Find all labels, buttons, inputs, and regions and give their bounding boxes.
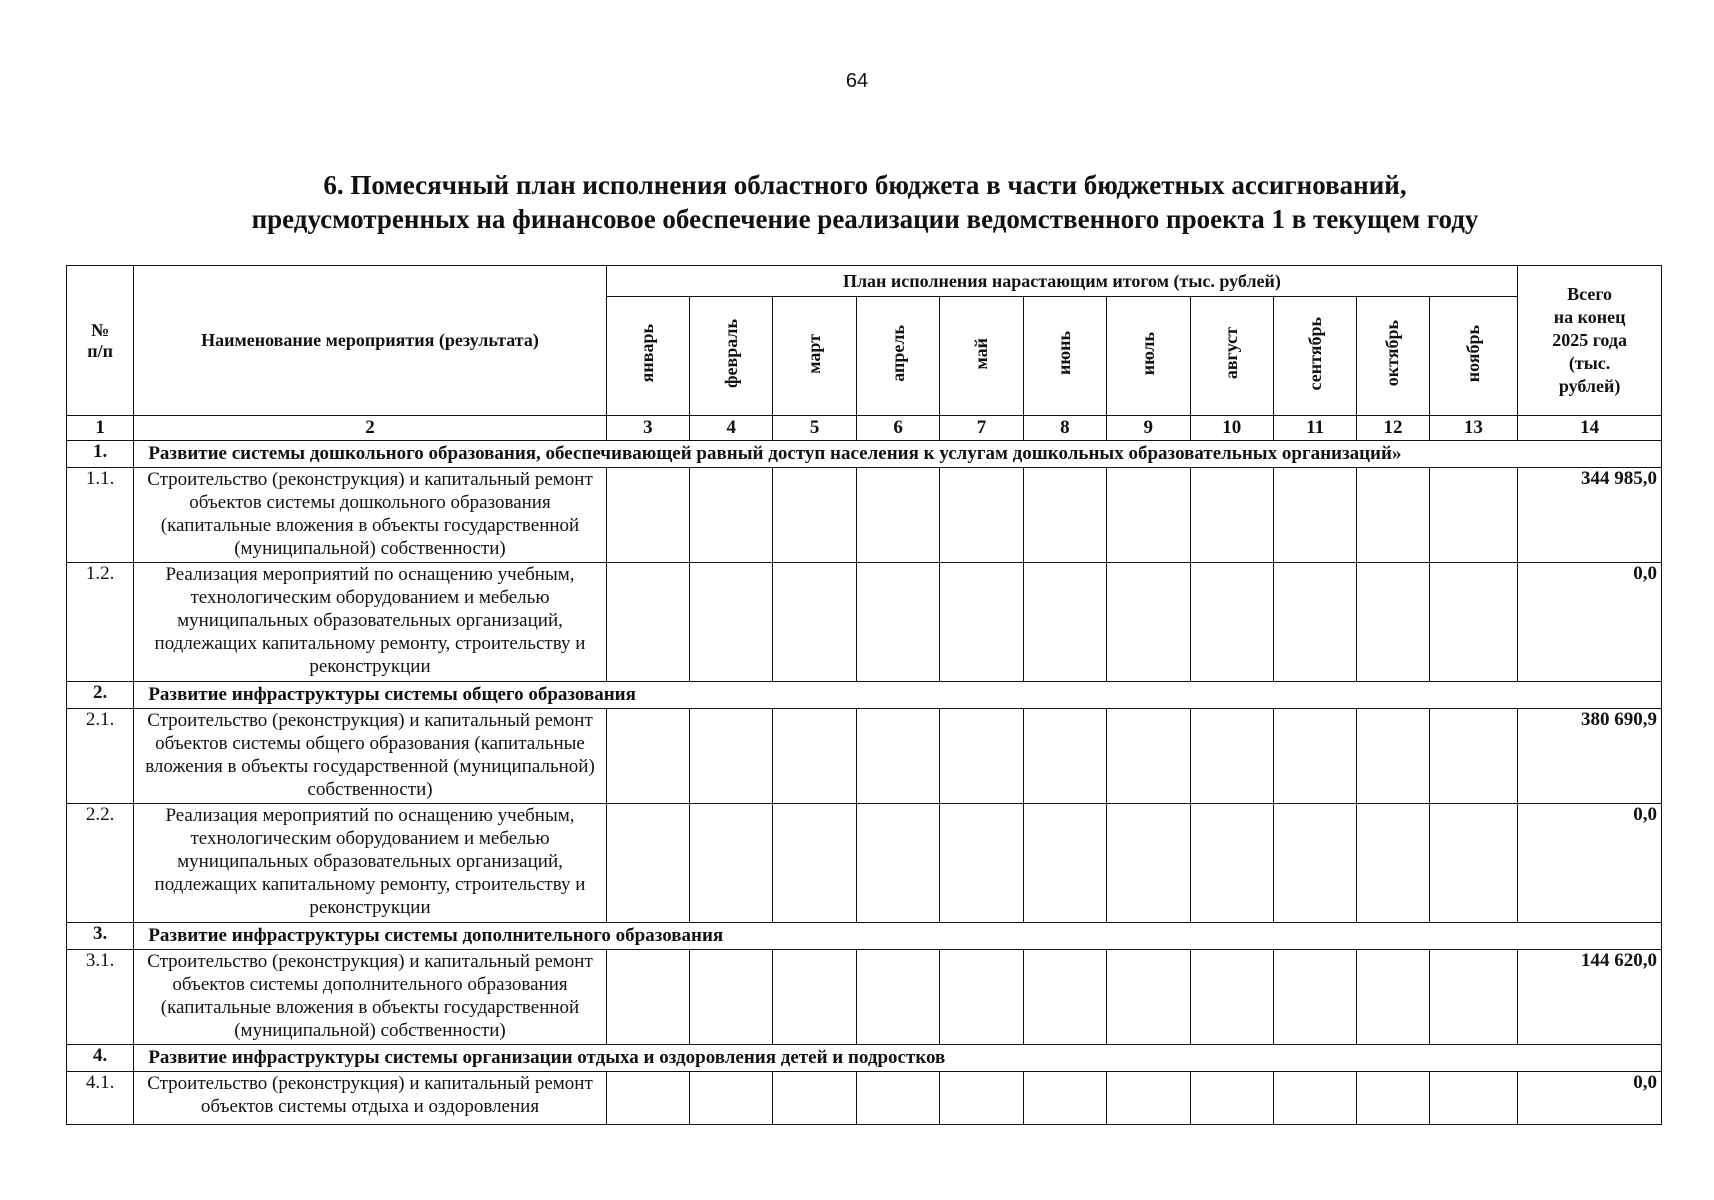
row-total: 344 985,0 <box>1518 468 1662 563</box>
month-cell <box>1357 950 1429 1045</box>
month-cell <box>1107 950 1190 1045</box>
table-row <box>67 804 1662 923</box>
month-cell <box>1273 1072 1356 1125</box>
month-cell <box>1273 709 1356 804</box>
month-cell <box>1190 709 1273 804</box>
month-cell <box>606 563 689 682</box>
col-number: 12 <box>1357 416 1429 441</box>
month-cell <box>1107 563 1190 682</box>
column-number-row <box>67 416 1662 441</box>
row-name: Строительство (реконструкция) и капитальный ремонт объектов системы отдыха и оздоровления <box>134 1072 606 1125</box>
month-cell <box>1023 468 1106 563</box>
month-cell <box>1357 1072 1429 1125</box>
month-cell <box>606 950 689 1045</box>
row-number: 1.1. <box>67 468 134 563</box>
month-cell <box>856 468 939 563</box>
col-number: 3 <box>606 416 689 441</box>
month-cell <box>773 709 856 804</box>
col-number: 1 <box>67 416 134 441</box>
month-cell <box>1190 468 1273 563</box>
month-cell <box>940 804 1023 923</box>
month-cell <box>856 1072 939 1125</box>
month-cell <box>690 1072 773 1125</box>
month-cell <box>1023 950 1106 1045</box>
month-cell <box>940 950 1023 1045</box>
header-month <box>1190 297 1273 416</box>
col-number: 6 <box>856 416 939 441</box>
row-number: 4.1. <box>67 1072 134 1125</box>
header-month <box>856 297 939 416</box>
table-row <box>67 1072 1662 1125</box>
month-label: июнь <box>1054 331 1075 376</box>
row-total: 0,0 <box>1518 563 1662 682</box>
month-cell <box>1273 563 1356 682</box>
month-label: июль <box>1137 331 1158 376</box>
row-name: Строительство (реконструкция) и капитальный ремонт объектов системы дошкольного образования (капитальные вложения в объекты государственной (муниципальной) собственности) <box>134 468 606 563</box>
month-cell <box>1107 1072 1190 1125</box>
section-title: Развитие инфраструктуры системы общего образования <box>134 682 1662 709</box>
month-label: март <box>804 333 825 374</box>
month-cell <box>1190 804 1273 923</box>
month-cell <box>1190 563 1273 682</box>
table-row <box>67 468 1662 563</box>
month-cell <box>856 950 939 1045</box>
month-cell <box>1023 1072 1106 1125</box>
header-month <box>773 297 856 416</box>
col-number: 9 <box>1107 416 1190 441</box>
month-cell <box>940 468 1023 563</box>
section-number: 2. <box>67 682 134 709</box>
row-number: 1.2. <box>67 563 134 682</box>
row-number: 2.2. <box>67 804 134 923</box>
month-cell <box>1429 1072 1518 1125</box>
row-name: Реализация мероприятий по оснащению учебным, технологическим оборудованием и мебелью муниципальных образовательных организаций, подлежащих капитальному ремонту, строительству и реконструкции <box>134 804 606 923</box>
section-row <box>67 682 1662 709</box>
month-cell <box>606 709 689 804</box>
month-cell <box>1273 468 1356 563</box>
col-number: 13 <box>1429 416 1518 441</box>
month-cell <box>856 709 939 804</box>
section-row <box>67 1045 1662 1072</box>
section-title: Развитие инфраструктуры системы дополнительного образования <box>134 923 1662 950</box>
section-row <box>67 441 1662 468</box>
header-month <box>1429 297 1518 416</box>
table-row <box>67 563 1662 682</box>
month-cell <box>1190 950 1273 1045</box>
month-cell <box>1357 804 1429 923</box>
header-month <box>1023 297 1106 416</box>
col-number: 2 <box>134 416 606 441</box>
col-number: 10 <box>1190 416 1273 441</box>
month-cell <box>690 709 773 804</box>
month-cell <box>690 950 773 1045</box>
month-cell <box>1429 709 1518 804</box>
row-name: Реализация мероприятий по оснащению учебным, технологическим оборудованием и мебелью муниципальных образовательных организаций, подлежащих капитальному ремонту, строительству и реконструкции <box>134 563 606 682</box>
month-cell <box>773 804 856 923</box>
col-number: 11 <box>1273 416 1356 441</box>
budget-plan-table <box>66 265 1662 1125</box>
month-cell <box>940 1072 1023 1125</box>
section-row <box>67 923 1662 950</box>
month-cell <box>606 1072 689 1125</box>
title-line-2: предусмотренных на финансовое обеспечение реализации ведомственного проекта 1 в текущем году <box>251 204 1479 234</box>
section-number: 3. <box>67 923 134 950</box>
month-cell <box>1023 804 1106 923</box>
month-label: май <box>970 337 991 370</box>
title-line-1: 6. Помесячный план исполнения областного бюджета в части бюджетных ассигнований, <box>323 170 1407 200</box>
month-label: август <box>1221 327 1242 380</box>
header-name: Наименование мероприятия (результата) <box>134 266 606 416</box>
month-cell <box>1107 709 1190 804</box>
month-label: апрель <box>887 325 908 382</box>
month-cell <box>773 563 856 682</box>
month-cell <box>940 563 1023 682</box>
month-cell <box>1273 950 1356 1045</box>
month-label: ноябрь <box>1462 324 1483 383</box>
month-cell <box>690 563 773 682</box>
month-cell <box>1429 468 1518 563</box>
month-cell <box>1429 804 1518 923</box>
row-total: 144 620,0 <box>1518 950 1662 1045</box>
month-cell <box>1273 804 1356 923</box>
col-number: 5 <box>773 416 856 441</box>
month-cell <box>940 709 1023 804</box>
col-number: 8 <box>1023 416 1106 441</box>
row-total: 380 690,9 <box>1518 709 1662 804</box>
header-month <box>1273 297 1356 416</box>
month-cell <box>606 804 689 923</box>
month-cell <box>1023 709 1106 804</box>
header-plan: План исполнения нарастающим итогом (тыс. рублей) <box>606 266 1518 297</box>
month-label: сентябрь <box>1304 316 1325 391</box>
month-cell <box>1107 804 1190 923</box>
row-number: 2.1. <box>67 709 134 804</box>
month-cell <box>690 468 773 563</box>
row-name: Строительство (реконструкция) и капитальный ремонт объектов системы общего образования (капитальные вложения в объекты государственной (муниципальной) собственности) <box>134 709 606 804</box>
month-cell <box>1429 950 1518 1045</box>
section-number: 4. <box>67 1045 134 1072</box>
row-name: Строительство (реконструкция) и капитальный ремонт объектов системы дополнительного образования (капитальные вложения в объекты государственной (муниципальной) собственности) <box>134 950 606 1045</box>
header-month <box>1107 297 1190 416</box>
table-row <box>67 709 1662 804</box>
row-number: 3.1. <box>67 950 134 1045</box>
month-cell <box>1107 468 1190 563</box>
col-number: 7 <box>940 416 1023 441</box>
row-total: 0,0 <box>1518 804 1662 923</box>
row-total: 0,0 <box>1518 1072 1662 1125</box>
page-number: 64 <box>845 70 869 92</box>
month-cell <box>1429 563 1518 682</box>
header-total: Всего на конец 2025 года (тыс. рублей) <box>1518 266 1662 416</box>
month-label: январь <box>637 324 658 383</box>
header-month <box>690 297 773 416</box>
table-row <box>67 950 1662 1045</box>
month-cell <box>856 804 939 923</box>
month-label: февраль <box>720 319 741 388</box>
month-cell <box>1357 563 1429 682</box>
month-label: октябрь <box>1382 320 1403 387</box>
page-title <box>190 168 1540 236</box>
month-cell <box>773 468 856 563</box>
month-cell <box>606 468 689 563</box>
col-number: 4 <box>690 416 773 441</box>
month-cell <box>1357 709 1429 804</box>
header-month <box>1357 297 1429 416</box>
section-title: Развитие инфраструктуры системы организации отдыха и оздоровления детей и подростков <box>134 1045 1662 1072</box>
section-title: Развитие системы дошкольного образования, обеспечивающей равный доступ населения к услугам дошкольных образовательных организаций» <box>134 441 1662 468</box>
month-cell <box>773 1072 856 1125</box>
month-cell <box>1190 1072 1273 1125</box>
header-num: № п/п <box>67 266 134 416</box>
month-cell <box>690 804 773 923</box>
col-number: 14 <box>1518 416 1662 441</box>
month-cell <box>1023 563 1106 682</box>
header-month <box>940 297 1023 416</box>
month-cell <box>1357 468 1429 563</box>
month-cell <box>773 950 856 1045</box>
header-month <box>606 297 689 416</box>
section-number: 1. <box>67 441 134 468</box>
month-cell <box>856 563 939 682</box>
